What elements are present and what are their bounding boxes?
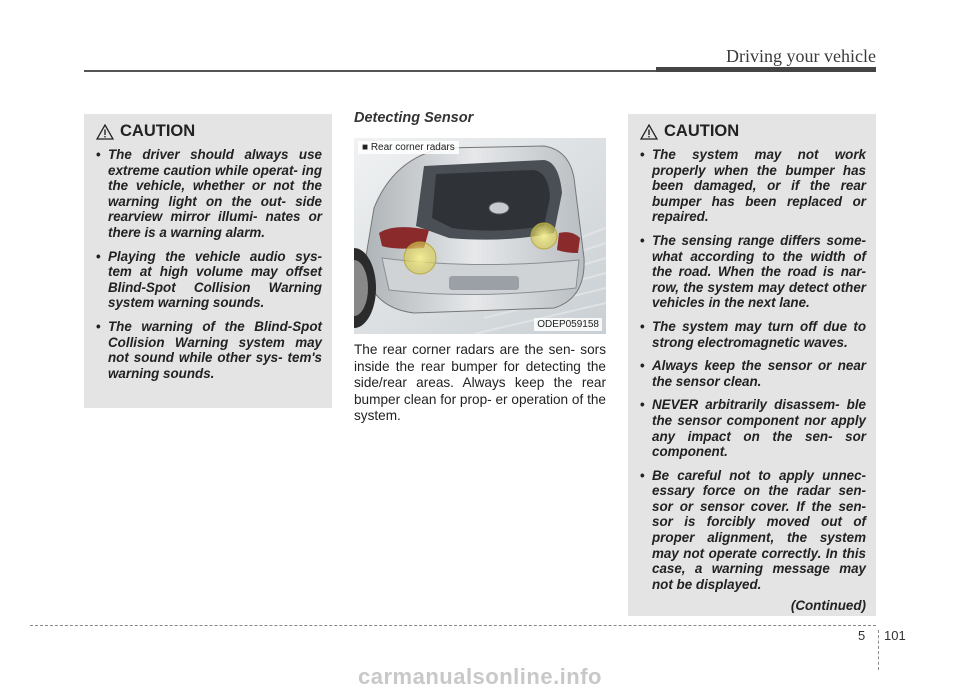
section-title: Detecting Sensor: [354, 110, 474, 126]
caution-heading-right: [640, 122, 866, 141]
caution-box-left: [84, 114, 332, 408]
caution-list-right: [640, 147, 866, 592]
caution-item: • The system may not work properly when the bumper has been damaged, or if the rear bumper has been replaced or repaired.: [640, 147, 866, 225]
caution-heading-left: [96, 122, 322, 141]
rear-corner-radar-figure: [354, 138, 606, 334]
caution-list-left: [96, 147, 322, 381]
header-rule-accent: [656, 67, 876, 72]
caution-item: • Always keep the sensor or near the sensor clean.: [640, 358, 866, 389]
caution-box-right: [628, 114, 876, 616]
caution-heading-text: CAUTION: [664, 122, 740, 140]
caution-item: • Be careful not to apply unnec- essary force on the radar sen- sor or sensor cover. If the sen- sor is forcibly moved out of proper alignment, the system may not operate correctly. In this case, a warning message may not be displayed.: [640, 468, 866, 593]
caution-heading-text: CAUTION: [120, 122, 196, 140]
continued-label: (Continued): [790, 598, 866, 614]
warning-triangle-icon: [640, 124, 658, 140]
site-watermark: carmanualsonline.info: [358, 664, 602, 689]
page-number: 101: [884, 628, 906, 643]
caution-item: • Playing the vehicle audio sys- tem at high volume may offset Blind-Spot Collision Warning system warning sounds.: [96, 249, 322, 311]
chapter-number: 5: [858, 628, 866, 643]
caution-item: • The warning of the Blind-Spot Collision Warning system may not sound while other sys- tem's warning sounds.: [96, 319, 322, 381]
caution-item: • The system may turn off due to strong electromagnetic waves.: [640, 319, 866, 350]
caution-item: • The driver should always use extreme caution while operat- ing the vehicle, whether or not the warning light on the out- side rearview mirror illumi- nates or there is a warning alarm.: [96, 147, 322, 241]
section-body-text: The rear corner radars are the sen- sors inside the rear bumper for detecting the side/rear areas. Always keep the rear bumper clean for prop- er operation of the system.: [354, 342, 606, 424]
caution-item: • NEVER arbitrarily disassem- ble the sensor component nor apply any impact on the sen- sor component.: [640, 397, 866, 459]
footer-dashed-rule: [30, 625, 876, 626]
figure-code: ODEP059158: [534, 318, 602, 331]
caution-item: • The sensing range differs some- what according to the width of the road. When the road is nar- row, the system may detect other vehicles in the next lane.: [640, 233, 866, 311]
warning-triangle-icon: [96, 124, 114, 140]
car-rear-illustration: [354, 138, 606, 334]
figure-caption-label: ■ Rear corner radars: [358, 141, 459, 154]
page-header-title: Driving your vehicle: [726, 46, 876, 66]
